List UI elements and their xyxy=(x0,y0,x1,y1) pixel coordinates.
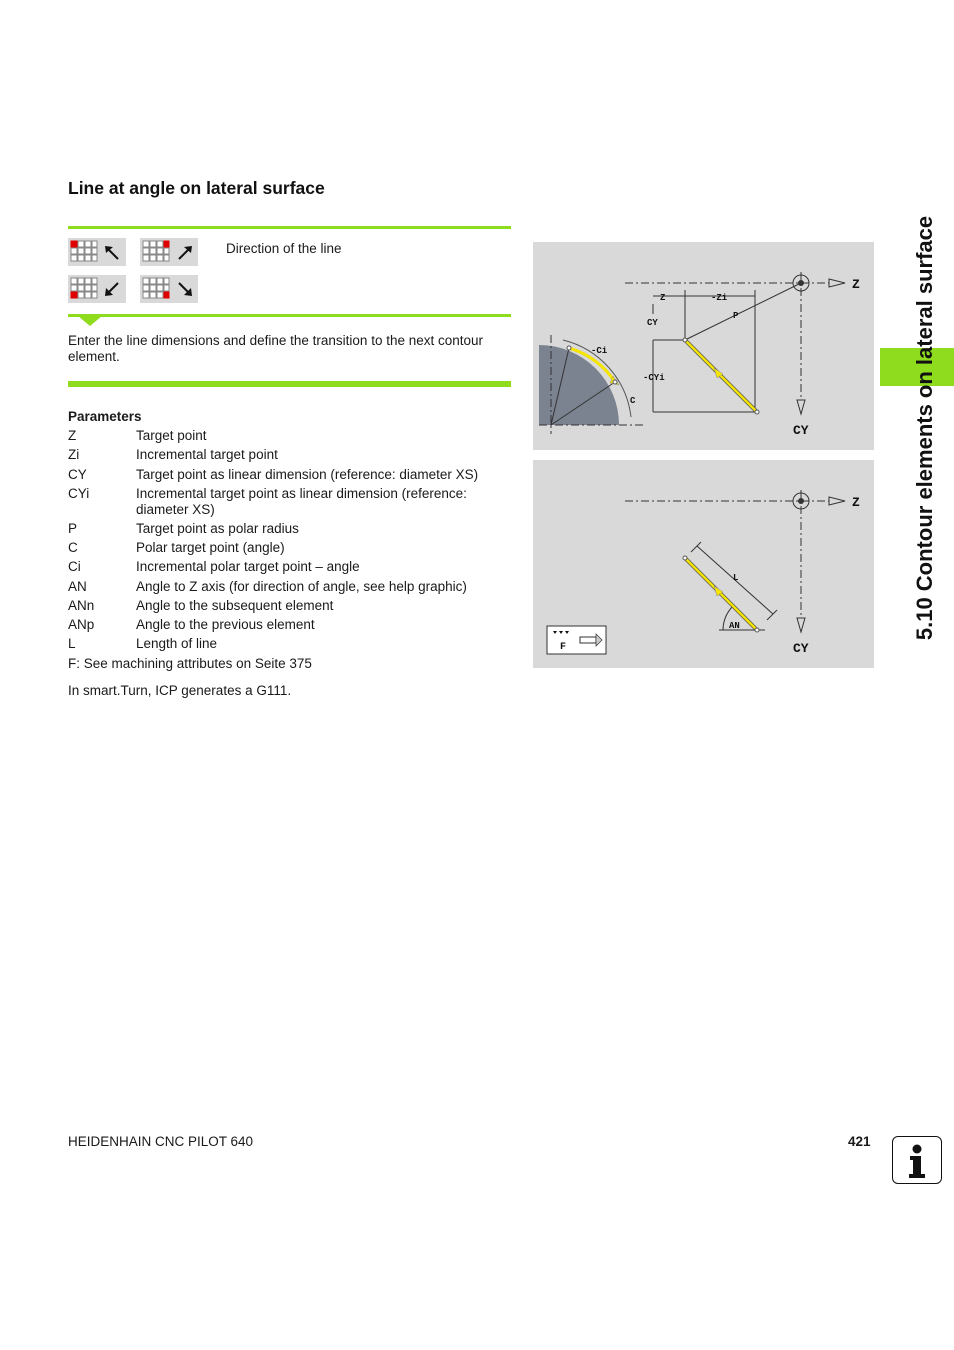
param-key: CY xyxy=(68,467,87,482)
f-attribute-label: F xyxy=(560,642,567,653)
direction-up-left-button[interactable] xyxy=(68,238,126,266)
info-icon xyxy=(892,1136,942,1184)
cyi-dim-label: -CYi xyxy=(643,373,665,383)
footer-left: HEIDENHAIN CNC PILOT 640 xyxy=(68,1134,254,1149)
mid-divider xyxy=(68,314,511,317)
z-axis-label: Z xyxy=(852,277,860,292)
parameters-heading: Parameters xyxy=(68,409,142,424)
arrow-up-left-icon xyxy=(68,238,126,266)
param-desc: Target point as linear dimension (reference: diameter XS) xyxy=(136,467,479,482)
lower-divider xyxy=(68,381,511,387)
param-desc: Angle to the subsequent element xyxy=(136,598,334,613)
chapter-side-title xyxy=(910,184,940,672)
page-number: 421 xyxy=(848,1134,871,1149)
chapter-side-title-text: 5.10 Contour elements on lateral surface xyxy=(912,215,937,641)
direction-down-right-button[interactable] xyxy=(140,275,198,303)
c-dim-label: C xyxy=(630,396,636,406)
param-desc: Target point xyxy=(136,428,207,443)
param-key: Ci xyxy=(68,559,81,574)
param-desc: Polar target point (angle) xyxy=(136,540,285,555)
param-key: ANp xyxy=(68,617,95,632)
param-key: C xyxy=(68,540,78,555)
intro-text: Enter the line dimensions and define the transition to the next contour element. xyxy=(68,333,484,364)
divider-notch xyxy=(78,316,102,326)
zi-dim-label: -Zi xyxy=(711,293,728,303)
direction-down-left-button[interactable] xyxy=(68,275,126,303)
arrow-down-right-icon xyxy=(140,275,198,303)
g-code-note: In smart.Turn, ICP generates a G111. xyxy=(68,683,292,698)
param-key: P xyxy=(68,521,78,536)
p-dim-label: P xyxy=(733,311,739,321)
param-desc: Target point as polar radius xyxy=(136,521,299,536)
param-key: Zi xyxy=(68,447,80,462)
direction-label: Direction of the line xyxy=(226,241,342,256)
section-title: Line at angle on lateral surface xyxy=(68,178,325,198)
arrow-down-left-icon xyxy=(68,275,126,303)
z-dim-label: Z xyxy=(660,293,666,303)
arrow-up-right-icon xyxy=(140,238,198,266)
l-dim-label: L xyxy=(733,573,739,583)
param-key: CYi xyxy=(68,486,90,501)
cy-axis-label-2: CY xyxy=(793,641,809,656)
direction-up-right-button[interactable] xyxy=(140,238,198,266)
ci-dim-label: -Ci xyxy=(591,346,608,356)
top-divider xyxy=(68,226,511,229)
param-desc: Incremental target point as linear dimension (reference: diameter XS) xyxy=(136,486,467,517)
param-desc: Length of line xyxy=(136,636,218,651)
param-key: L xyxy=(68,636,76,651)
param-desc: Incremental polar target point – angle xyxy=(136,559,360,574)
an-dim-label: AN xyxy=(729,621,740,631)
param-key: ANn xyxy=(68,598,95,613)
param-desc: Angle to Z axis (for direction of angle, see help graphic) xyxy=(136,579,467,594)
param-key: AN xyxy=(68,579,87,594)
z-axis-label-2: Z xyxy=(852,495,860,510)
cy-dim-label: CY xyxy=(647,318,658,328)
cy-axis-label: CY xyxy=(793,423,809,438)
help-graphic-polar xyxy=(533,242,874,450)
param-key: Z xyxy=(68,428,77,443)
param-desc: Incremental target point xyxy=(136,447,278,462)
param-desc: Angle to the previous element xyxy=(136,617,315,632)
attributes-note: F: See machining attributes on Seite 375 xyxy=(68,656,312,671)
help-graphic-length xyxy=(533,460,874,668)
